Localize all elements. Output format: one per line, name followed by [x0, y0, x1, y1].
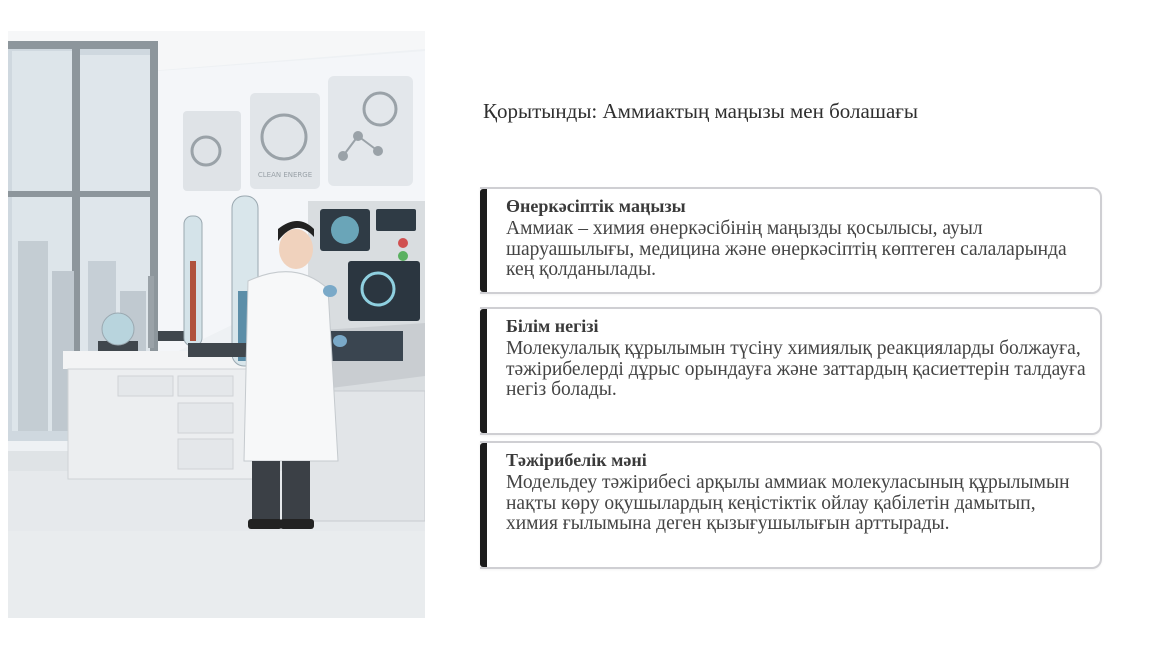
card-accent-bar [480, 443, 487, 567]
card-practical-value [480, 441, 1102, 569]
card-knowledge-basis [480, 307, 1102, 435]
card-heading: Білім негізі [506, 316, 599, 336]
lab-scene-image [8, 31, 425, 618]
card-accent-bar [480, 189, 487, 292]
card-text: Аммиак – химия өнеркәсібінің маңызды қосылысы, ауыл шаруашылығы, медицина және өнеркәсіптің көптеген салаларында кең қолданылады. [506, 218, 1067, 280]
card-text: Модельдеу тәжірибесі арқылы аммиак молекуласының құрылымын нақты көру оқушылардың кеңістіктік ойлау қабілетін дамытып, химия ғылымына деген қызығушылығын арттырады. [506, 472, 1070, 534]
lab-illustration [8, 31, 425, 618]
card-heading: Өнеркәсіптік маңызы [506, 196, 686, 216]
slide-title: Қорытынды: Аммиактың маңызы мен болашағы [483, 99, 919, 123]
card-heading: Тәжірибелік мәні [506, 450, 647, 470]
poster-label: CLEAN ENERGE [257, 171, 313, 179]
card-accent-bar [480, 309, 487, 433]
card-industrial-importance [480, 187, 1102, 294]
card-text: Молекулалық құрылымын түсіну химиялық реакцияларды болжауға, тәжірибелерді дұрыс орындауға және заттардың қасиеттерін талдауға негіз болады. [506, 338, 1086, 400]
